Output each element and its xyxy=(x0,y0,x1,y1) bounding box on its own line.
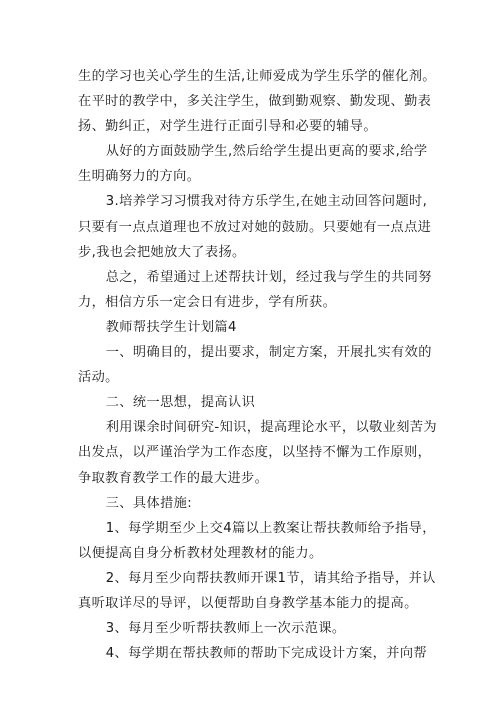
paragraph: 生的学习也关心学生的生活,让师爱成为学生乐学的催化剂。在平时的教学中，多关注学生，做到勤观察、勤发现、勤表扬、勤纠正，对学生进行正面引导和必要的辅导。 xyxy=(78,69,436,135)
paragraph: 3.培养学习习惯我对待方乐学生,在她主动回答问题时,只要有一点点道理也不放过对她的鼓励。只要她有一点点进步,我也会把她放大了表扬。 xyxy=(78,194,432,260)
list-item: 2、每月至少向帮扶教师开课1节，请其给予指导，并认真听取详尽的导评，以便帮助自身教学基本能力的提高。 xyxy=(78,570,436,611)
document-body xyxy=(78,64,438,666)
paragraph: 一、明确目的，提出要求，制定方案，开展扎实有效的活动。 xyxy=(78,345,432,386)
paragraph: 利用课余时间研究-知识，提高理论水平，以敬业刻苦为出发点，以严谨治学为工作态度，以坚持不懈为工作原则，争取教育教学工作的最大进步。 xyxy=(78,420,437,486)
paragraph: 总之，希望通过上述帮扶计划，经过我与学生的共同努力，相信方乐一定会日有进步，学有所获。 xyxy=(78,269,432,310)
paragraph: 三、具体措施: xyxy=(105,495,193,511)
list-item: 1、每学期至少上交4篇以上教案让帮扶教师给予指导，以便提高自身分析教材处理教材的能力。 xyxy=(78,520,436,561)
list-item: 4、每学期在帮扶教师的帮助下完成设计方案，并向帮 xyxy=(105,646,428,662)
paragraph: 从好的方面鼓励学生,然后给学生提出更高的要求,给学生明确努力的方向。 xyxy=(78,144,428,185)
list-item: 3、每月至少听帮扶教师上一次示范课。 xyxy=(105,621,346,637)
paragraph: 二、统一思想，提高认识 xyxy=(105,395,256,411)
section-heading: 教师帮扶学生计划篇4 xyxy=(105,319,237,335)
